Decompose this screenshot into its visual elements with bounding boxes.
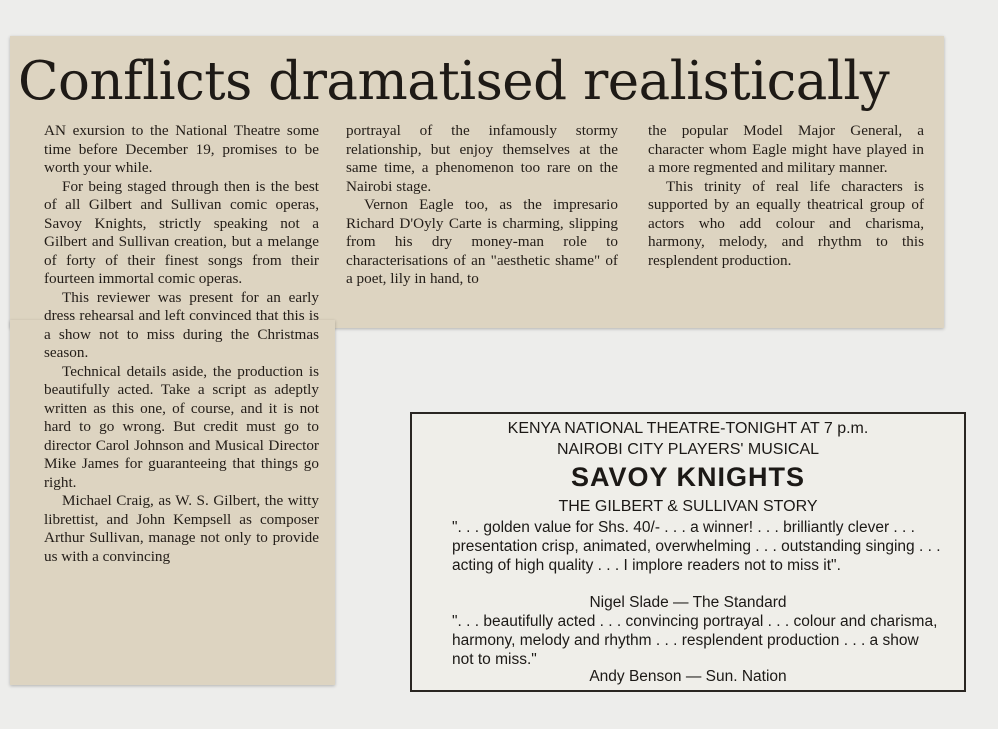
paragraph: This trinity of real life characters is supported by an equally theatrical group of actors who add colour and charisma, harmony, melody, and rhythm to this resplendent production. [648,177,924,269]
paragraph: Vernon Eagle too, as the impresario Richard D'Oyly Carte is charming, slipping from his dry money-man role to characterisations of an "aesthetic shame" of a poet, lily in hand, to [346,196,618,287]
paragraph: AN exursion to the National Theatre some time before December 19, promises to be worth your while. [44,122,319,176]
paragraph: Technical details aside, the production is beautifully acted. Take a script as adeptly written as this one, of course, and it is not hard to go wrong. But credit must go to director Carol Johnson and Musical Director Mike James for guaranteeing that things go right. [44,362,319,491]
paragraph: Michael Craig, as W. S. Gilbert, the witty librettist, and John Kempsell as composer Arthur Sullivan, manage not only to provide us with a convincing [44,492,319,565]
paragraph: the popular Model Major General, a character whom Eagle might have played in a more regmented and military manner. [648,122,924,176]
article-headline: Conflicts dramatised realistically [18,51,890,112]
ad-review-quote-1: ". . . golden value for Shs. 40/- . . . a winner! . . . brilliantly clever . . . presentation crisp, animated, overwhelming . . . outstanding singing . . . acting of high quality . . . I implore readers not to miss it". [452,519,941,574]
paragraph: portrayal of the infamously stormy relationship, but enjoy themselves at the same time, a phenomenon too rare on the Nairobi stage. [346,122,618,195]
paragraph: This reviewer was present for an early dress rehearsal and left convinced that this is a show not to miss during the Christmas season. [44,288,319,361]
ad-venue-line: KENYA NATIONAL THEATRE-TONIGHT AT 7 p.m. [507,420,869,437]
theatre-advertisement [410,412,966,692]
paragraph: For being staged through then is the best of all Gilbert and Sullivan comic operas, Savoy Knights, strictly speaking not a Gilbert and Sullivan creation, but a melange of forty of their finest songs from their fourteen immortal comic operas. [44,177,319,287]
article-column-3 [648,122,924,270]
ad-review-byline-1: Nigel Slade — The Standard [589,594,787,611]
ad-review-quote-2: ". . . beautifully acted . . . convincing portrayal . . . colour and charisma, harmony, melody and rhythm . . . resplendent production . . . a show not to miss." [452,613,938,668]
ad-presenter-line: NAIROBI CITY PLAYERS' MUSICAL [556,441,820,458]
ad-subtitle: THE GILBERT & SULLIVAN STORY [558,498,818,515]
article-column-1 [44,122,319,566]
ad-show-title: SAVOY KNIGHTS [570,462,806,492]
ad-review-byline-2: Andy Benson — Sun. Nation [589,668,787,685]
article-column-2 [346,122,618,289]
